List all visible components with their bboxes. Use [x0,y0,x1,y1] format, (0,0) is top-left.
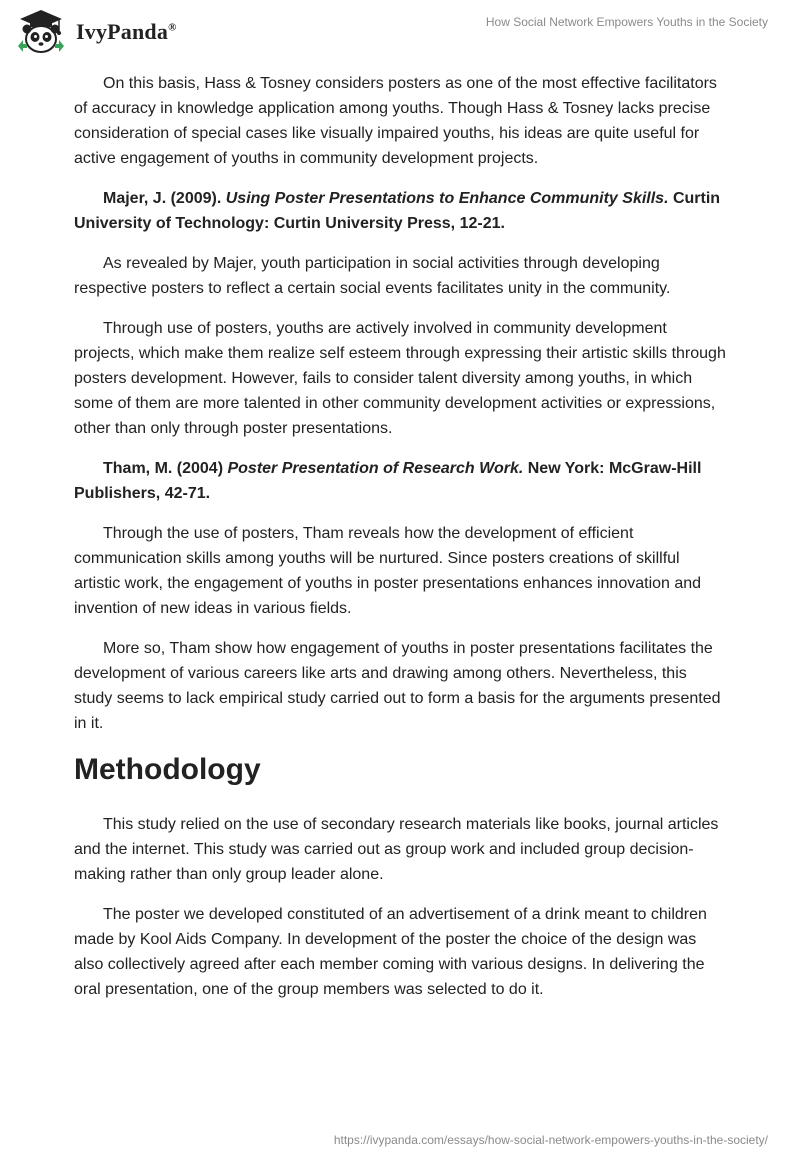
paragraph-tham-2: More so, Tham show how engagement of youths in poster presentations facilitates the development of various careers like arts and drawing among others. Nevertheless, this study seems to lack empirical study carried out to form a basis for the arguments presented in it. [74,640,721,732]
paragraph-hass-tosney: On this basis, Hass & Tosney considers posters as one of the most effective facilitators of accuracy in knowledge application among youths. Though Hass & Tosney lacks precise consideration of special cases like visually impaired youths, his ideas are quite useful for active engagement of youths in community development projects. [74,75,717,167]
panda-graduate-icon [14,8,68,56]
paragraph-methodology-1: This study relied on the use of secondary research materials like books, journal articles and the internet. This study was carried out as group work and included group decision-making rather than only group leader alone. [74,816,719,883]
page-header [0,0,800,60]
section-heading-methodology: Methodology [74,753,261,786]
brand-logo[interactable] [14,8,177,56]
essay-content [74,71,726,1017]
document-title: How Social Network Empowers Youths in the Society [485,15,768,29]
paragraph-methodology-2: The poster we developed constituted of an advertisement of a drink meant to children made by Kool Aids Company. In development of the poster the choice of the design was also collectively agreed after each member coming with various designs. In delivering the oral presentation, one of the group members was selected to do it. [74,906,707,998]
reference-tham: Tham, M. (2004) Poster Presentation of Research Work. New York: McGraw-Hill Publishers, 42-71. [74,460,702,502]
source-url[interactable]: https://ivypanda.com/essays/how-social-network-empowers-youths-in-the-society/ [333,1133,768,1147]
brand-name: IvyPanda® [76,19,177,44]
paragraph-majer-1: As revealed by Majer, youth participation in social activities through developing respective posters to reflect a certain social events facilitates unity in the community. [74,255,671,297]
paragraph-tham-1: Through the use of posters, Tham reveals how the development of efficient communication skills among youths will be nurtured. Since posters creations of skillful artistic work, the engagement of youths in poster presentations enhances innovation and invention of new ideas in various fields. [74,525,702,617]
paragraph-majer-2: Through use of posters, youths are actively involved in community development projects, which make them realize self esteem through expressing their artistic skills through posters development. However, fails to consider talent diversity among youths, in which some of them are more talented in other community development activities or expressions, other than only through poster presentations. [74,320,726,437]
reference-majer: Majer, J. (2009). Using Poster Presentations to Enhance Community Skills. Curtin University of Technology: Curtin University Press, 12-21. [74,190,721,232]
